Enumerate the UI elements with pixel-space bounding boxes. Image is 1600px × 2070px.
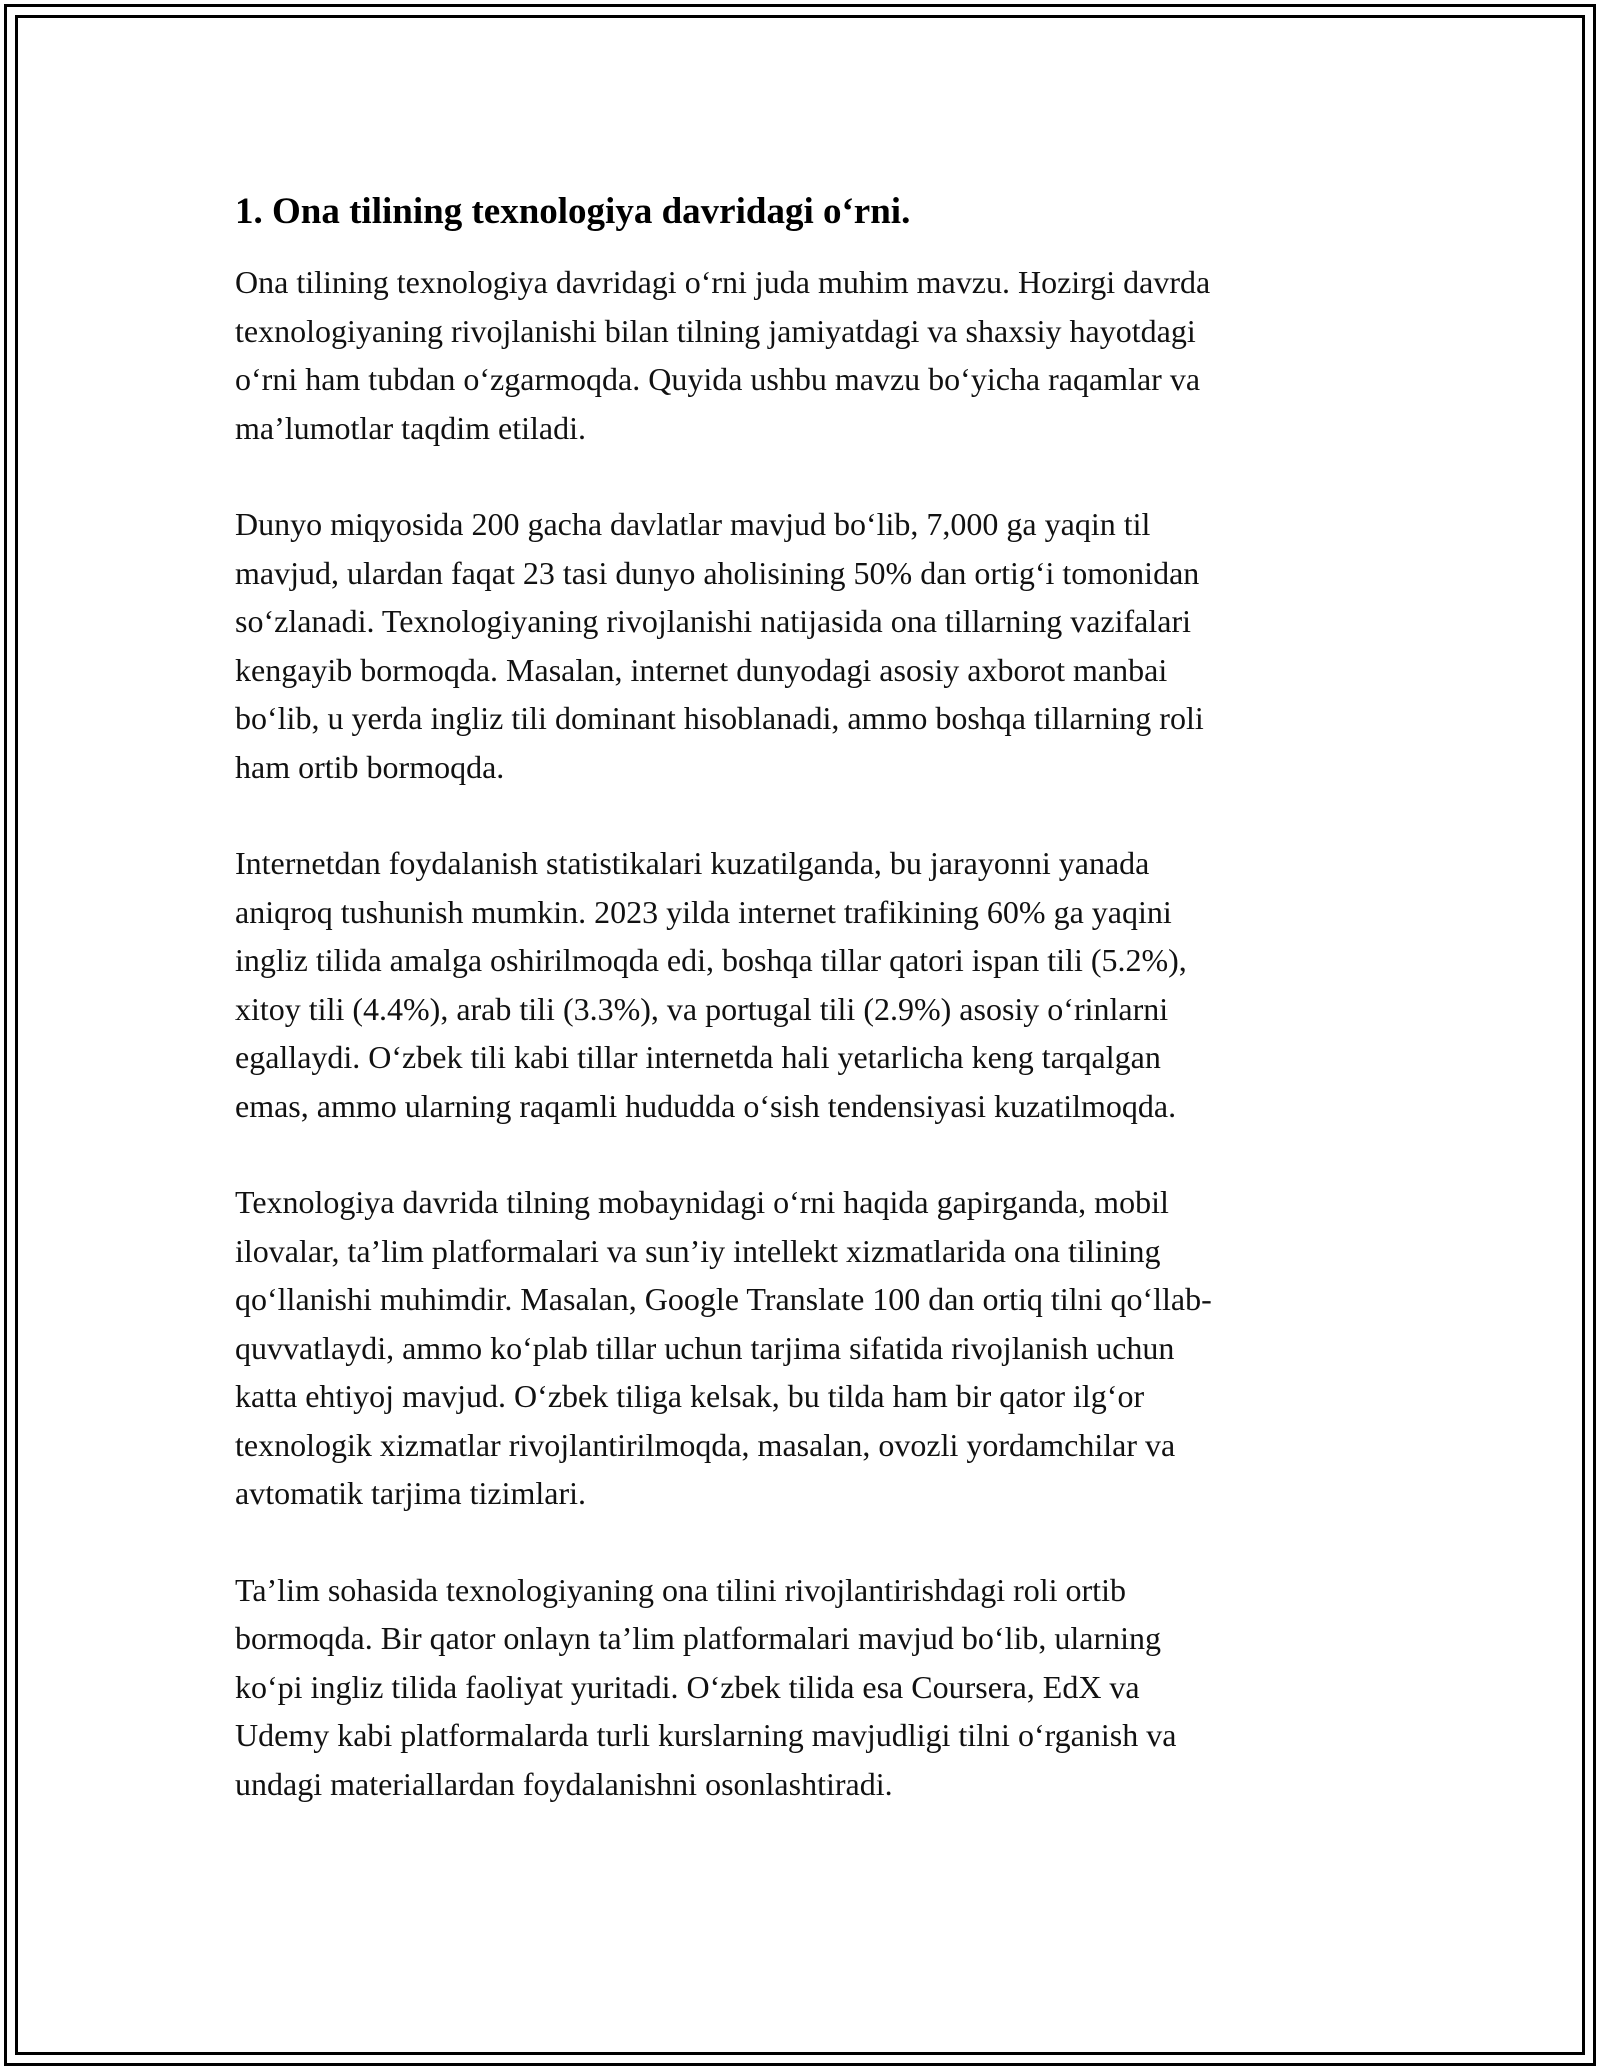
text-line: bo‘lib, u yerda ingliz tili dominant hisoblanadi, ammo boshqa tillarning roli [235, 700, 1204, 736]
paragraph-intro [235, 258, 1380, 452]
paragraph-mobile-ai [235, 1178, 1380, 1518]
paragraph-internet-statistics [235, 839, 1380, 1130]
text-line: quvvatlaydi, ammo ko‘plab tillar uchun tarjima sifatida rivojlanish uchun [235, 1329, 1175, 1366]
text-line: Ta’lim sohasida texnologiyaning ona tilini rivojlantirishdagi roli ortib [235, 1571, 1126, 1608]
text-line: o‘rni ham tubdan o‘zgarmoqda. Quyida ushbu mavzu bo‘yicha raqamlar va [235, 361, 1201, 397]
text-line: so‘zlanadi. Texnologiyaning rivojlanishi natijasida ona tillarning vazifalari [235, 603, 1192, 639]
text-line: texnologiyaning rivojlanishi bilan tilning jamiyatdagi va shaxsiy hayotdagi [235, 312, 1196, 349]
text-line: xitoy tili (4.4%), arab tili (3.3%), va portugal tili (2.9%) asosiy o‘rinlarni [235, 990, 1169, 1027]
text-line: aniqroq tushunish mumkin. 2023 yilda internet trafikining 60% ga yaqini [235, 893, 1172, 930]
text-line: Dunyo miqyosida 200 gacha davlatlar mavjud bo‘lib, 7,000 ga yaqin til [235, 506, 1151, 542]
document-body [235, 190, 1380, 1856]
text-line: egallaydi. O‘zbek tili kabi tillar internetda hali yetarlicha keng tarqalgan [235, 1039, 1161, 1075]
text-line: mavjud, ulardan faqat 23 tasi dunyo aholisining 50% dan ortig‘i tomonidan [235, 554, 1200, 591]
text-line: emas, ammo ularning raqamli hududda o‘sish tendensiyasi kuzatilmoqda. [235, 1087, 1177, 1124]
text-line: qo‘llanishi muhimdir. Masalan, Google Translate 100 dan ortiq tilni qo‘llab- [235, 1281, 1212, 1317]
text-line: undagi materiallardan foydalanishni osonlashtiradi. [235, 1765, 893, 1802]
text-line: avtomatik tarjima tizimlari. [235, 1475, 586, 1511]
text-line: Texnologiya davrida tilning mobaynidagi o‘rni haqida gapirganda, mobil [235, 1184, 1169, 1220]
text-line: Internetdan foydalanish statistikalari kuzatilganda, bu jarayonni yanada [235, 845, 1150, 881]
paragraph-world-languages [235, 500, 1380, 791]
text-line: texnologik xizmatlar rivojlantirilmoqda, masalan, ovozli yordamchilar va [235, 1426, 1176, 1463]
text-line: kengayib bormoqda. Masalan, internet dunyodagi asosiy axborot manbai [235, 651, 1168, 688]
text-line: ilovalar, ta’lim platformalari va sun’iy intellekt xizmatlarida ona tilining [235, 1232, 1161, 1269]
text-line: bormoqda. Bir qator onlayn ta’lim platformalari mavjud bo‘lib, ularning [235, 1620, 1161, 1656]
text-line: ko‘pi ingliz tilida faoliyat yuritadi. O‘zbek tilida esa Coursera, EdX va [235, 1668, 1140, 1705]
text-line: katta ehtiyoj mavjud. O‘zbek tiliga kelsak, bu tilda ham bir qator ilg‘or [235, 1378, 1145, 1414]
paragraph-education [235, 1566, 1380, 1809]
text-line: ingliz tilida amalga oshirilmoqda edi, boshqa tillar qatori ispan tili (5.2%), [235, 942, 1187, 978]
text-line: ham ortib bormoqda. [235, 748, 505, 785]
section-heading: 1. Ona tilining texnologiya davridagi o‘rni. [235, 191, 911, 232]
text-line: Udemy kabi platformalarda turli kurslarning mavjudligi tilni o‘rganish va [235, 1717, 1177, 1753]
text-line: ma’lumotlar taqdim etiladi. [235, 409, 587, 446]
text-line: Ona tilining texnologiya davridagi o‘rni juda muhim mavzu. Hozirgi davrda [235, 264, 1211, 300]
